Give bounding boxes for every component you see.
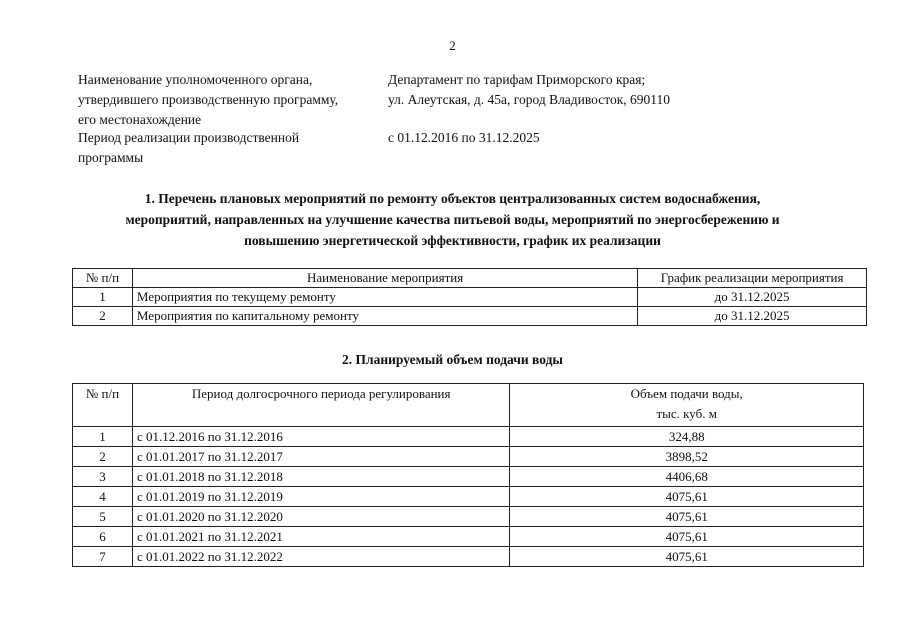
period-label-line: Период реализации производственной: [78, 130, 300, 145]
row-number: 5: [73, 507, 133, 527]
column-header: Наименование мероприятия: [132, 269, 637, 288]
section1-title-line: 1. Перечень плановых мероприятий по ремонту объектов централизованных систем водоснабжения,: [144, 191, 761, 206]
section1-title-line: мероприятий, направленных на улучшение качества питьевой воды, мероприятий по энергосбережению и: [125, 212, 780, 227]
authority-label-line: утвердившего производственную программу,: [78, 92, 339, 107]
page-number: 2: [449, 38, 456, 53]
table-header-row: [73, 384, 864, 427]
activity-name: Мероприятия по текущему ремонту: [132, 288, 637, 307]
table-row: [73, 507, 864, 527]
period-cell: с 01.01.2022 по 31.12.2022: [132, 547, 510, 567]
column-header: № п/п: [73, 269, 133, 288]
row-number: 2: [73, 447, 133, 467]
authority-label-line: его местонахождение: [78, 112, 202, 127]
water-volume-table: [72, 383, 864, 567]
section1-title-line: повышению энергетической эффективности, график их реализации: [244, 233, 661, 248]
activity-schedule: до 31.12.2025: [638, 288, 867, 307]
period-block: [78, 128, 838, 168]
row-number: 2: [73, 307, 133, 326]
table-row: [73, 467, 864, 487]
table-row: [73, 427, 864, 447]
table-row: [73, 288, 867, 307]
section1-title: [0, 188, 905, 251]
table-row: [73, 547, 864, 567]
column-header-line: Объем подачи воды,: [630, 386, 743, 401]
volume-cell: 4075,61: [510, 507, 864, 527]
column-header: [510, 384, 864, 427]
row-number: 6: [73, 527, 133, 547]
column-header: № п/п: [73, 384, 133, 427]
table-row: [73, 527, 864, 547]
period-cell: с 01.12.2016 по 31.12.2016: [132, 427, 510, 447]
table-header-row: [73, 269, 867, 288]
period-label: [78, 128, 388, 168]
column-header-line: тыс. куб. м: [656, 406, 717, 421]
volume-cell: 3898,52: [510, 447, 864, 467]
table-row: [73, 307, 867, 326]
activity-name: Мероприятия по капитальному ремонту: [132, 307, 637, 326]
authority-value-line: ул. Алеутская, д. 45а, город Владивосток, 690110: [388, 92, 671, 107]
volume-cell: 4075,61: [510, 547, 864, 567]
authority-value: [388, 70, 838, 130]
column-header: Период долгосрочного периода регулирования: [132, 384, 510, 427]
activities-table: [72, 268, 867, 326]
authority-label-line: Наименование уполномоченного органа,: [78, 72, 313, 87]
period-value: с 01.12.2016 по 31.12.2025: [388, 130, 540, 145]
authority-label: [78, 70, 388, 130]
authority-value-line: Департамент по тарифам Приморского края;: [388, 72, 646, 87]
row-number: 1: [73, 427, 133, 447]
volume-cell: 4075,61: [510, 487, 864, 507]
table-row: [73, 487, 864, 507]
period-cell: с 01.01.2020 по 31.12.2020: [132, 507, 510, 527]
period-cell: с 01.01.2021 по 31.12.2021: [132, 527, 510, 547]
period-cell: с 01.01.2018 по 31.12.2018: [132, 467, 510, 487]
period-label-line: программы: [78, 150, 144, 165]
volume-cell: 324,88: [510, 427, 864, 447]
volume-cell: 4406,68: [510, 467, 864, 487]
column-header: График реализации мероприятия: [638, 269, 867, 288]
row-number: 1: [73, 288, 133, 307]
activity-schedule: до 31.12.2025: [638, 307, 867, 326]
volume-cell: 4075,61: [510, 527, 864, 547]
period-cell: с 01.01.2017 по 31.12.2017: [132, 447, 510, 467]
authority-block: [78, 70, 838, 130]
period-cell: с 01.01.2019 по 31.12.2019: [132, 487, 510, 507]
section2-title: 2. Планируемый объем подачи воды: [342, 352, 563, 367]
table-row: [73, 447, 864, 467]
row-number: 4: [73, 487, 133, 507]
row-number: 3: [73, 467, 133, 487]
row-number: 7: [73, 547, 133, 567]
